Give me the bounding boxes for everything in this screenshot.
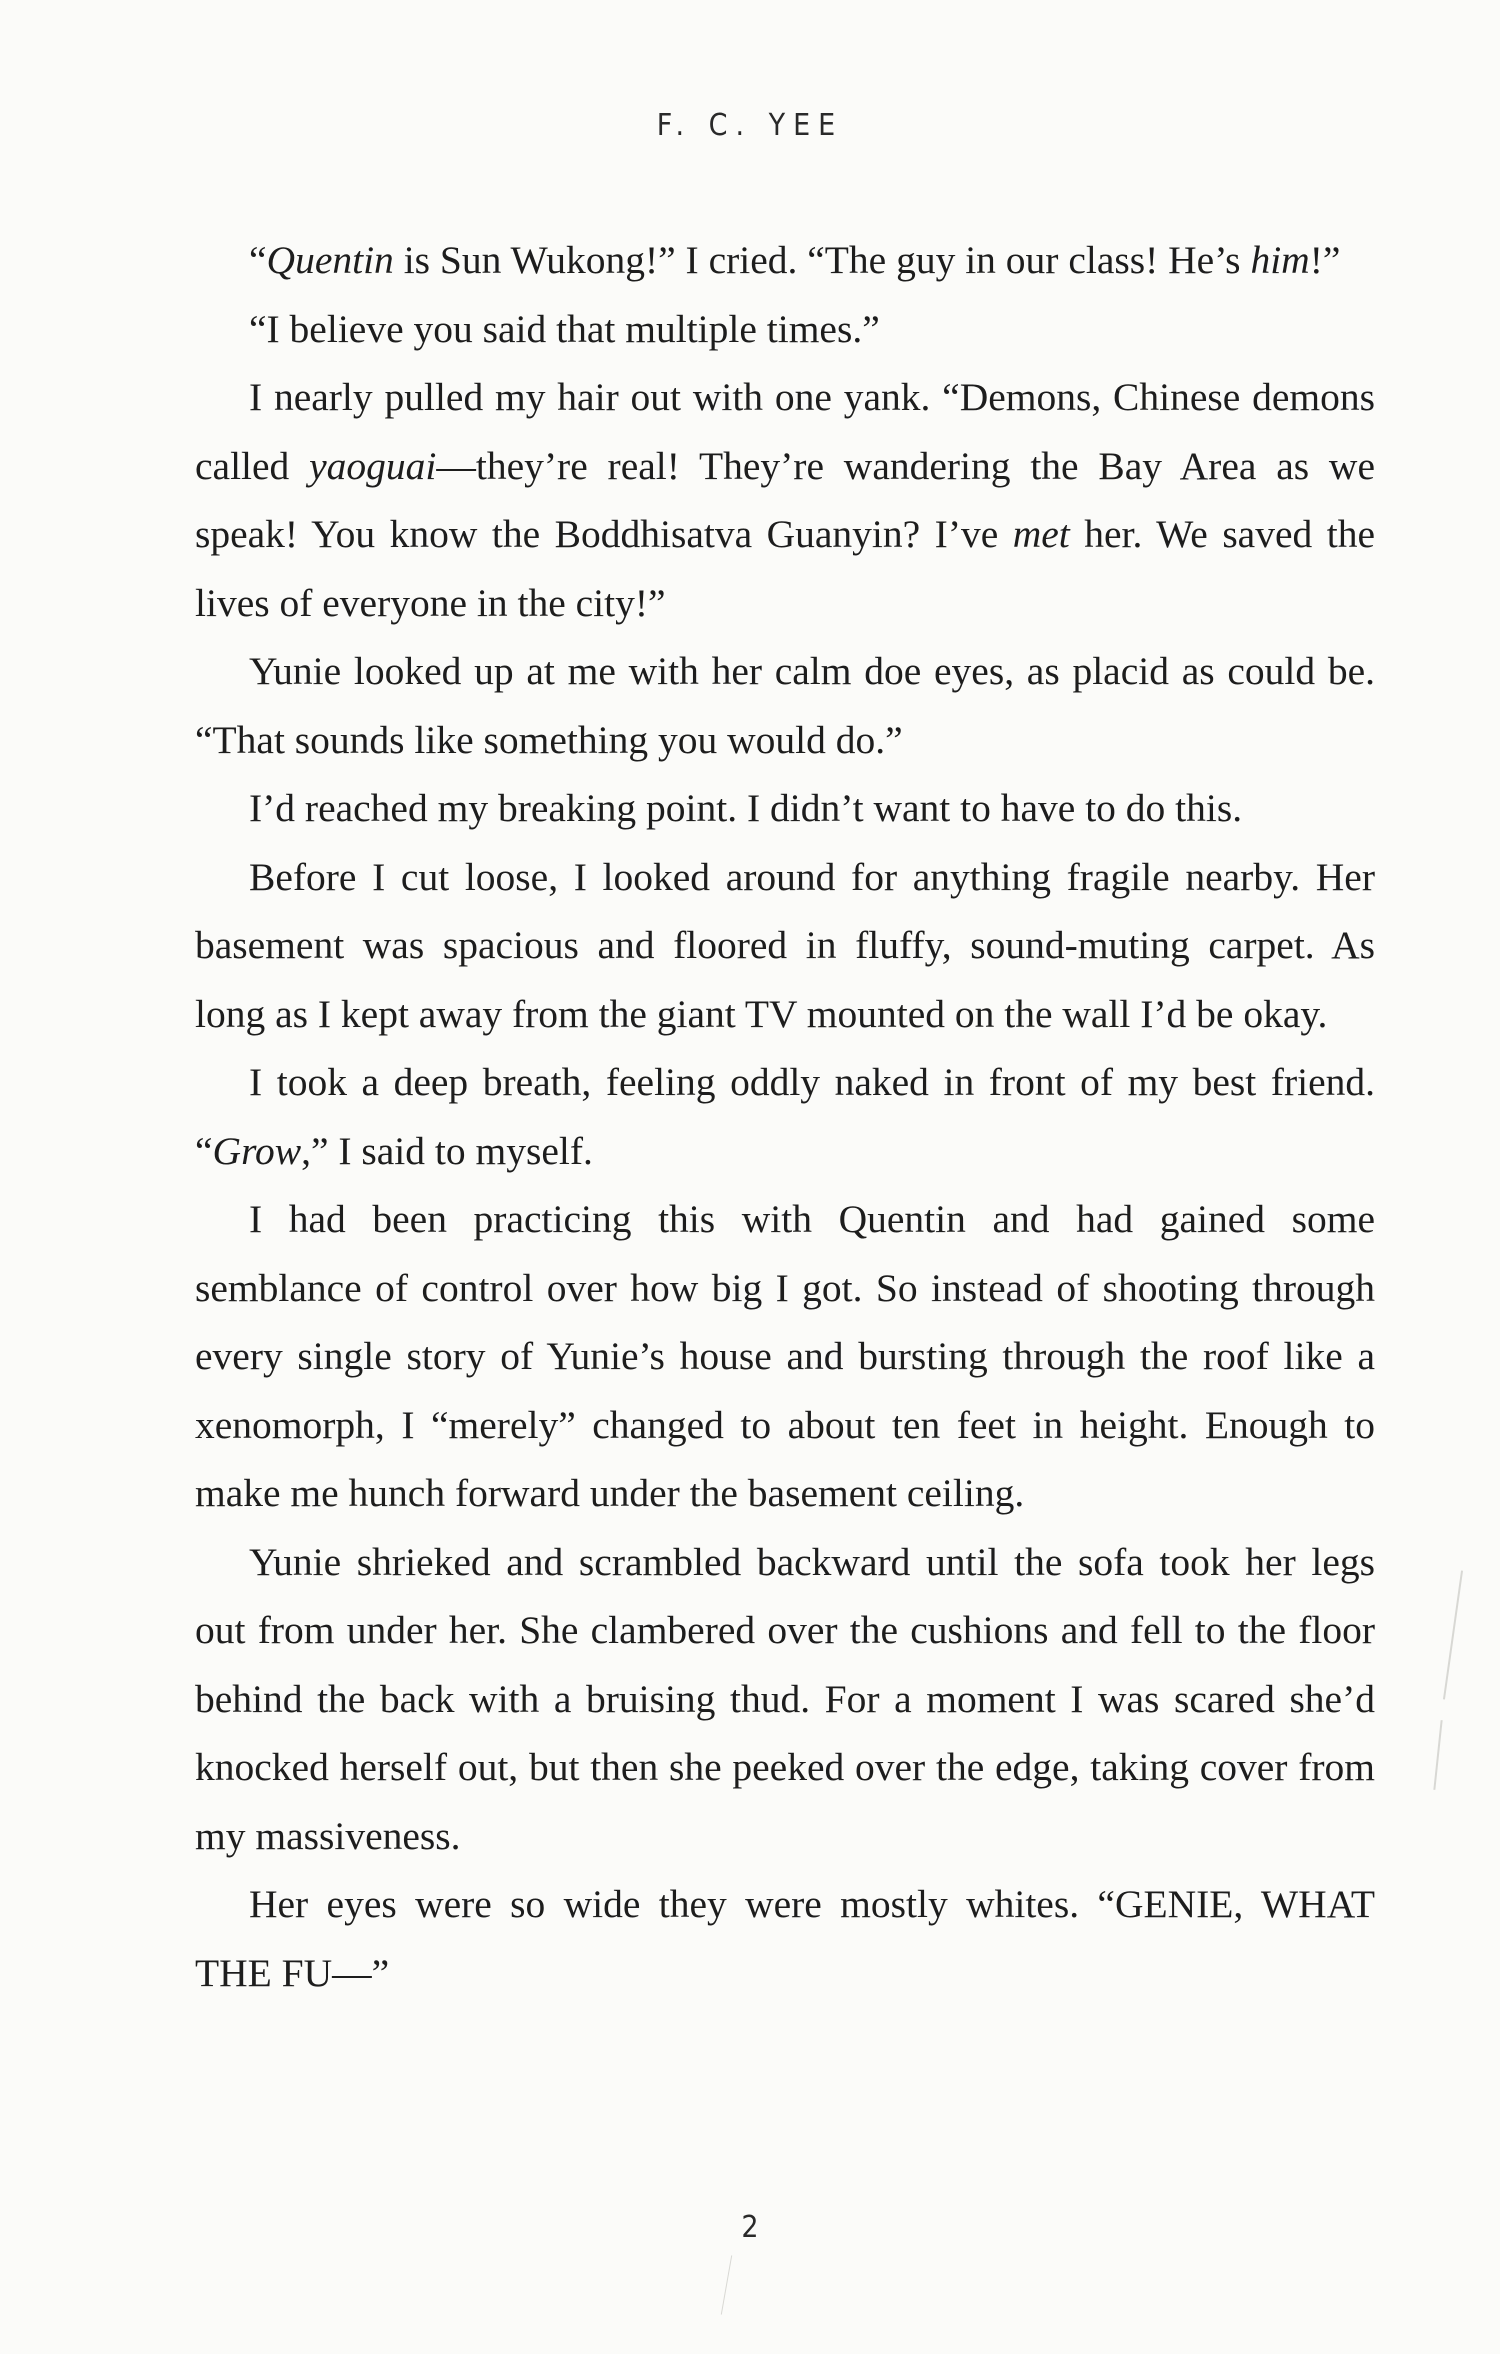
italic-text: Quentin: [266, 238, 394, 282]
text-run: —they’re real! They’re wandering the Bay Area as we speak! You know the Boddhisatva Guanyin? I’ve: [195, 443, 1375, 556]
italic-text: yaoguai: [309, 443, 437, 488]
italic-text: him: [1250, 238, 1310, 282]
paragraph: [195, 843, 1375, 1049]
paragraph: [195, 637, 1375, 774]
text-run: “: [249, 238, 267, 282]
paragraph: [195, 774, 1375, 843]
paragraph: [195, 1528, 1375, 1871]
paragraph: [195, 363, 1375, 637]
scan-artifact-line: [1433, 1720, 1442, 1790]
text-run: Her eyes were so wide they were mostly whites. “GENIE, WHAT THE FU—”: [195, 1882, 1375, 1995]
paragraph: [195, 1870, 1375, 2007]
running-head: F. C. YEE: [656, 108, 844, 143]
text-run: Before I cut loose, I looked around for anything fragile nearby. Her basement was spacious and floored in fluffy, sound-muting carpet. As long as I kept away from the giant TV mounted on the wall I’d be okay.: [195, 854, 1375, 1036]
text-run: I had been practicing this with Quentin and had gained some semblance of control over how big I got. So instead of shooting through every single story of Yunie’s house and bursting through the roof like a xenomorph, I “merely” changed to about ten feet in height. Enough to make me hunch forward under the basement ceiling.: [195, 1197, 1375, 1515]
text-run: !”: [1309, 238, 1341, 282]
text-run: Yunie looked up at me with her calm doe eyes, as placid as could be. “That sounds like something you would do.”: [195, 649, 1375, 762]
text-run: ,” I said to myself.: [301, 1128, 593, 1173]
paragraph: [195, 1048, 1375, 1185]
italic-text: Grow: [212, 1128, 302, 1173]
text-run: her. We saved the lives of everyone in the city!”: [195, 512, 1375, 625]
text-run: I’d reached my breaking point. I didn’t want to have to do this.: [249, 786, 1243, 830]
paragraph: [195, 1185, 1375, 1528]
paragraph: [195, 226, 1375, 295]
text-run: “I believe you said that multiple times.”: [249, 306, 880, 351]
paragraph: [195, 295, 1375, 364]
scan-artifact-line: [1443, 1570, 1463, 1699]
page-number: 2: [741, 2210, 759, 2245]
text-run: I took a deep breath, feeling oddly naked in front of my best friend. “: [195, 1060, 1375, 1173]
text-run: I nearly pulled my hair out with one yank. “Demons, Chinese demons called: [195, 375, 1375, 488]
italic-text: met: [1012, 512, 1070, 556]
text-run: is Sun Wukong!” I cried. “The guy in our class! He’s: [393, 238, 1251, 282]
body-text: [195, 226, 1375, 2007]
text-run: Yunie shrieked and scrambled backward until the sofa took her legs out from under her. She clambered over the cushions and fell to the floor behind the back with a bruising thud. For a moment I was scared she’d knocked herself out, but then she peeked over the edge, taking cover from my massiveness.: [195, 1539, 1375, 1858]
scan-artifact-line: [721, 2255, 732, 2314]
